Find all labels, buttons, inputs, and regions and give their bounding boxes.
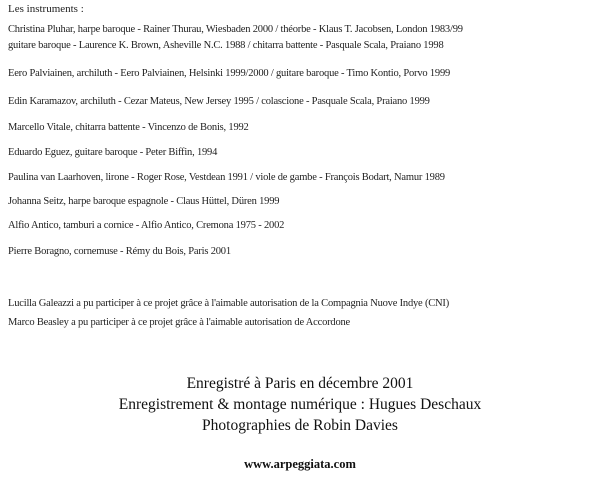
instrument-line: guitare baroque - Laurence K. Brown, Asheville N.C. 1988 / chitarra battente - Pasquale Scala, Praiano 1998 [8,40,444,51]
instrument-line: Eero Palviainen, archiluth - Eero Palviainen, Helsinki 1999/2000 / guitare baroque - Timo Kontio, Porvo 1999 [8,68,451,79]
instrument-line: Christina Pluhar, harpe baroque - Rainer Thurau, Wiesbaden 2000 / théorbe - Klaus T. Jacobsen, London 1983/99 [8,24,463,35]
instrument-line: Marcello Vitale, chitarra battente - Vincenzo de Bonis, 1992 [8,122,249,133]
website-link[interactable]: www.arpeggiata.com [244,457,356,471]
instrument-line: Eduardo Eguez, guitare baroque - Peter Biffin, 1994 [8,147,218,158]
instrument-line: Pierre Boragno, cornemuse - Rémy du Bois, Paris 2001 [8,246,231,257]
acknowledgement-line: Lucilla Galeazzi a pu participer à ce projet grâce à l'aimable autorisation de la Compagnia Nuove Indye (CNI) [8,298,450,309]
acknowledgement-line: Marco Beasley a pu participer à ce projet grâce à l'aimable autorisation de Accordone [8,317,351,328]
recording-engineer: Enregistrement & montage numérique : Hugues Deschaux [118,396,482,413]
recording-place-date: Enregistré à Paris en décembre 2001 [186,375,414,392]
photography-credit: Photographies de Robin Davies [202,417,398,434]
instruments-heading: Les instruments : [8,3,84,15]
instrument-line: Paulina van Laarhoven, lirone - Roger Rose, Vestdean 1991 / viole de gambe - François Bodart, Namur 1989 [8,172,445,183]
instrument-line: Edin Karamazov, archiluth - Cezar Mateus, New Jersey 1995 / colascione - Pasquale Scala, Praiano 1999 [8,96,430,107]
recording-credits [0,373,600,436]
instrument-line: Johanna Seitz, harpe baroque espagnole - Claus Hüttel, Düren 1999 [8,196,280,207]
instrument-line: Alfio Antico, tamburi a cornice - Alfio Antico, Cremona 1975 - 2002 [8,220,285,231]
